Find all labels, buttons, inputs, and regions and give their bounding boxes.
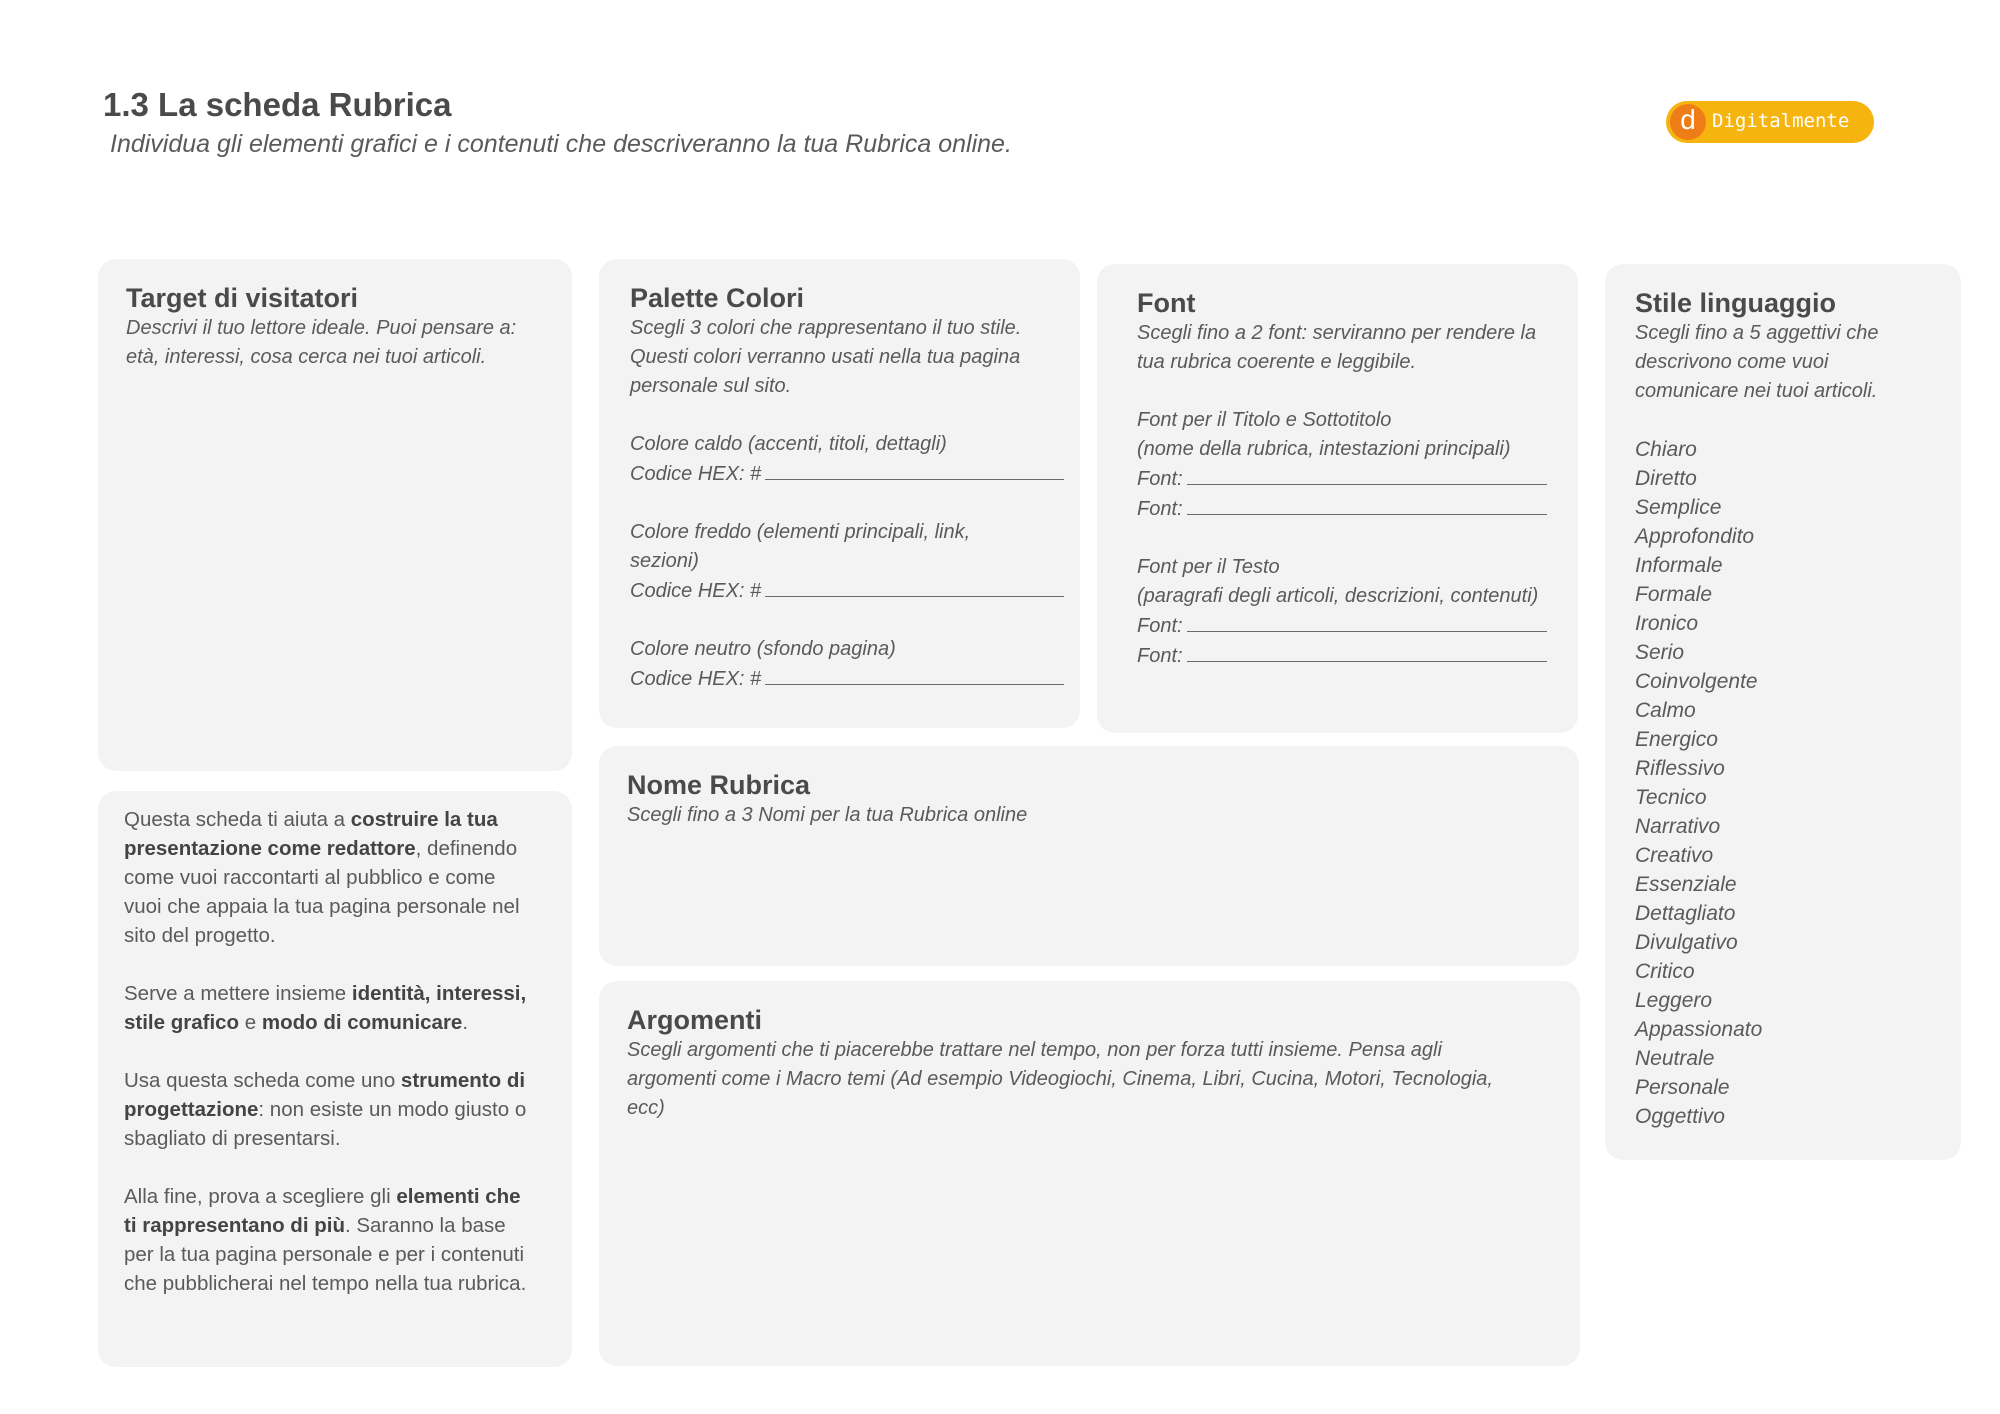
cold-color-label: Colore freddo (elementi principali, link, [630, 521, 971, 543]
text-font-field-1[interactable]: Font: [1137, 611, 1547, 641]
page-title: 1.3 La scheda Rubrica [103, 86, 452, 123]
adjective-item: Energico [1635, 728, 1718, 751]
neutral-hex-field[interactable]: Codice HEX: # [630, 664, 1064, 694]
warm-color-label: Colore caldo (accenti, titoli, dettagli) [630, 433, 947, 455]
info-paragraph-3: Usa questa scheda come uno strumento di progettazione: non esiste un modo giusto o sbagliato di presentarsi. [124, 1069, 527, 1150]
stile-card [1605, 264, 1961, 1160]
target-title: Target di visitatori [126, 283, 359, 313]
adjective-list [1635, 435, 1913, 1131]
title-font-field-2[interactable]: Font: [1137, 494, 1547, 524]
adjective-item: Essenziale [1635, 873, 1737, 896]
text-font-label: Font per il Testo [1137, 556, 1280, 578]
adjective-item: Riflessivo [1635, 757, 1725, 780]
adjective-item: Diretto [1635, 467, 1697, 490]
adjective-item: Ironico [1635, 612, 1699, 635]
nome-title: Nome Rubrica [627, 770, 811, 800]
argomenti-description: Scegli argomenti che ti piacerebbe trattare nel tempo, non per forza tutti insieme. Pensa agli argomenti come i Macro temi (Ad esempio Videogiochi, Cinema, Libri, Cucina, Motori, Tecnologia, ecc) [627, 1039, 1493, 1119]
adjective-item: Narrativo [1635, 815, 1721, 838]
adjective-item: Oggettivo [1635, 1105, 1725, 1128]
target-description: Descrivi il tuo lettore ideale. Puoi pensare a: età, interessi, cosa cerca nei tuoi articoli. [126, 317, 517, 368]
font-card [1097, 264, 1578, 733]
text-font-field-2[interactable]: Font: [1137, 641, 1547, 671]
palette-description: Scegli 3 colori che rappresentano il tuo stile. Questi colori verranno usati nella tua pagina personale sul sito. [630, 317, 1022, 397]
title-font-field-1[interactable]: Font: [1137, 464, 1547, 494]
adjective-item: Informale [1635, 554, 1723, 577]
adjective-item: Appassionato [1635, 1018, 1763, 1041]
adjective-item: Serio [1635, 641, 1685, 664]
font-description: Scegli fino a 2 font: serviranno per rendere la tua rubrica coerente e leggibile. [1137, 322, 1537, 373]
palette-card [599, 259, 1080, 728]
adjective-item: Calmo [1635, 699, 1696, 722]
target-card [98, 259, 572, 771]
argomenti-title: Argomenti [627, 1005, 762, 1035]
info-paragraph-1: Questa scheda ti aiuta a costruire la tua presentazione come redattore, definendo come vuoi raccontarti al pubblico e come vuoi che appaia la tua pagina personale nel sito del progetto. [124, 808, 520, 947]
stile-description: Scegli fino a 5 aggettivi che descrivono come vuoi comunicare nei tuoi articoli. [1635, 322, 1879, 402]
adjective-item: Divulgativo [1635, 931, 1738, 954]
neutral-color-label: Colore neutro (sfondo pagina) [630, 638, 896, 660]
page-subtitle: Individua gli elementi grafici e i contenuti che descriveranno la tua Rubrica online. [110, 130, 1012, 158]
title-font-hint: (nome della rubrica, intestazioni principali) [1137, 438, 1511, 460]
adjective-item: Approfondito [1635, 525, 1755, 548]
logo-text: Digitalmente [1712, 110, 1850, 132]
adjective-item: Formale [1635, 583, 1713, 606]
info-card [98, 791, 572, 1367]
adjective-item: Creativo [1635, 844, 1714, 867]
info-paragraph-4: Alla fine, prova a scegliere gli elementi che ti rappresentano di più. Saranno la base per la tua pagina personale e per i contenuti che pubblicherai nel tempo nella tua rubrica. [124, 1185, 527, 1295]
adjective-item: Dettagliato [1635, 902, 1736, 925]
adjective-item: Chiaro [1635, 438, 1697, 461]
argomenti-card [599, 981, 1580, 1366]
text-font-hint: (paragrafi degli articoli, descrizioni, contenuti) [1137, 585, 1539, 607]
nome-card [599, 746, 1579, 966]
stile-title: Stile linguaggio [1635, 288, 1836, 318]
adjective-item: Coinvolgente [1635, 670, 1758, 693]
adjective-item: Semplice [1635, 496, 1722, 519]
palette-title: Palette Colori [630, 283, 805, 313]
cold-hex-field[interactable]: Codice HEX: # [630, 576, 1064, 606]
info-paragraph-2: Serve a mettere insieme identità, interessi, stile grafico e modo di comunicare. [124, 982, 527, 1034]
adjective-item: Leggero [1635, 989, 1713, 1012]
font-title: Font [1137, 288, 1196, 318]
title-font-label: Font per il Titolo e Sottotitolo [1137, 409, 1392, 431]
logo-mark-icon: d [1670, 104, 1706, 140]
nome-description: Scegli fino a 3 Nomi per la tua Rubrica online [627, 804, 1028, 826]
adjective-item: Tecnico [1635, 786, 1707, 809]
adjective-item: Neutrale [1635, 1047, 1715, 1070]
adjective-item: Critico [1635, 960, 1695, 983]
adjective-item: Personale [1635, 1076, 1730, 1099]
warm-hex-field[interactable]: Codice HEX: # [630, 459, 1064, 489]
cold-color-label-cont: sezioni) [630, 550, 699, 572]
digitalmente-logo [1666, 101, 1874, 143]
